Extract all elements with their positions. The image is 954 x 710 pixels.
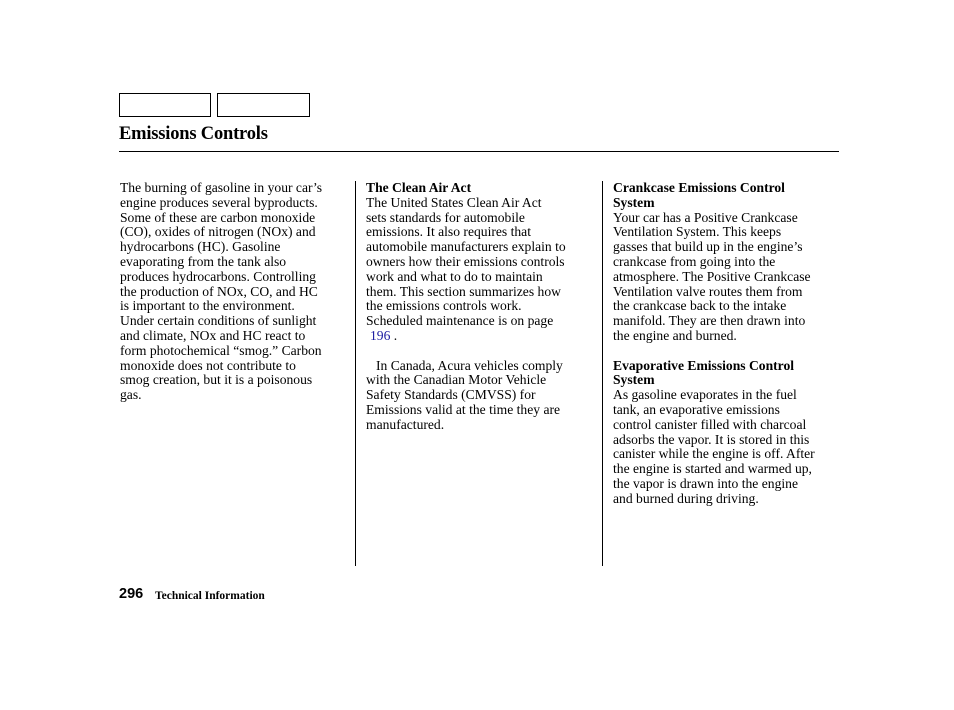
title-rule — [119, 151, 839, 152]
text-line: monoxide does not contribute to — [120, 357, 296, 373]
text-line: automobile manufacturers explain to — [366, 239, 566, 255]
section-heading-crankcase — [613, 181, 841, 211]
intro-paragraph — [120, 181, 346, 403]
text-line: emissions. It also requires that — [366, 224, 531, 240]
heading-line: Evaporative Emissions Control — [613, 357, 795, 373]
page-number: 296 — [119, 586, 144, 602]
text-line: The burning of gasoline in your car’s — [120, 180, 323, 195]
text-line: Under certain conditions of sunlight — [120, 313, 317, 329]
text-line: the vapor is drawn into the engine — [613, 475, 798, 491]
text-line: evaporating from the tank also — [120, 253, 287, 269]
link-suffix: . — [390, 327, 398, 343]
footer-section-label: Technical Information — [155, 590, 265, 602]
section-heading-clean-air-act: The Clean Air Act — [366, 180, 472, 195]
nav-button-next[interactable] — [217, 93, 310, 117]
text-line: owners how their emissions controls — [366, 253, 565, 269]
text-line: canister while the engine is off. After — [613, 446, 815, 462]
column-emission-systems — [613, 181, 841, 507]
text-line: form photochemical “smog.” Carbon — [120, 342, 322, 358]
text-line: the engine and burned. — [613, 327, 737, 343]
text-line: As gasoline evaporates in the fuel — [613, 387, 797, 403]
text-line: them. This section summarizes how — [366, 283, 561, 299]
column-divider — [602, 181, 603, 566]
text-line: Scheduled maintenance is on page — [366, 313, 554, 329]
page-reference-link[interactable]: 196 — [370, 327, 391, 343]
text-line: Some of these are carbon monoxide — [120, 209, 316, 225]
text-line: hydrocarbons (HC). Gasoline — [120, 239, 281, 255]
heading-line: System — [613, 372, 655, 388]
text-line: and climate, NOx and HC react to — [120, 327, 306, 343]
text-line: Safety Standards (CMVSS) for — [366, 387, 536, 403]
text-line: In Canada, Acura vehicles comply — [376, 357, 563, 373]
text-line: the engine is started and warmed up, — [613, 461, 812, 477]
page-title: Emissions Controls — [119, 124, 268, 144]
text-line: crankcase from going into the — [613, 253, 776, 269]
text-line: gas. — [120, 387, 142, 403]
text-line: manufactured. — [366, 416, 445, 432]
nav-button-previous[interactable] — [119, 93, 211, 117]
text-line: manifold. They are then drawn into — [613, 313, 806, 329]
text-line: Ventilation System. This keeps — [613, 224, 782, 240]
heading-line: System — [613, 194, 655, 210]
text-line: adsorbs the vapor. It is stored in this — [613, 431, 810, 447]
text-line: Your car has a Positive Crankcase — [613, 209, 798, 225]
text-line: the production of NOx, CO, and HC — [120, 283, 318, 299]
text-line: the emissions controls work. — [366, 298, 522, 314]
text-line: with the Canadian Motor Vehicle — [366, 372, 547, 388]
text-line: gasses that build up in the engine’s — [613, 239, 803, 255]
text-line: engine produces several byproducts. — [120, 194, 318, 210]
section-heading-evaporative — [613, 359, 841, 389]
text-line: is important to the environment. — [120, 298, 295, 314]
text-line: atmosphere. The Positive Crankcase — [613, 268, 811, 284]
text-line: and burned during driving. — [613, 490, 759, 506]
text-line: smog creation, but it is a poisonous — [120, 372, 313, 388]
column-clean-air-act — [366, 181, 594, 433]
text-line: the crankcase back to the intake — [613, 298, 787, 314]
clean-air-act-paragraph — [366, 196, 594, 344]
text-line: Ventilation valve routes them from — [613, 283, 803, 299]
text-line: The United States Clean Air Act — [366, 194, 542, 210]
text-line: (CO), oxides of nitrogen (NOx) and — [120, 224, 316, 240]
canada-paragraph — [366, 359, 594, 433]
text-line: produces hydrocarbons. Controlling — [120, 268, 316, 284]
evaporative-paragraph — [613, 388, 841, 506]
heading-line: Crankcase Emissions Control — [613, 180, 785, 195]
text-line: work and what to do to maintain — [366, 268, 543, 284]
column-divider — [355, 181, 356, 566]
column-intro — [120, 181, 346, 403]
text-line: control canister filled with charcoal — [613, 416, 807, 432]
text-line: sets standards for automobile — [366, 209, 525, 225]
text-line: tank, an evaporative emissions — [613, 401, 780, 417]
text-line: Emissions valid at the time they are — [366, 401, 561, 417]
crankcase-paragraph — [613, 211, 841, 344]
